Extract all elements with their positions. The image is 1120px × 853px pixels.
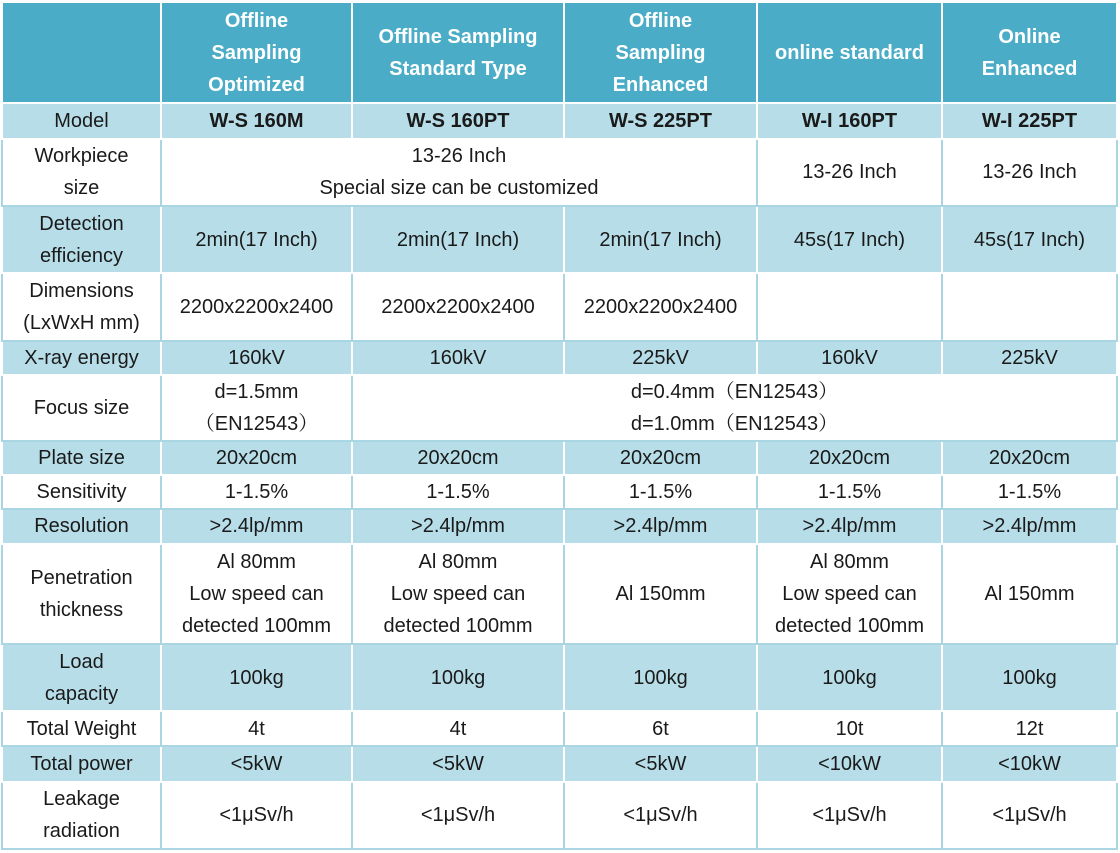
- table-cell: 45s(17 Inch): [942, 206, 1117, 273]
- table-row: [2, 341, 1117, 375]
- table-cell: 13-26 Inch: [757, 139, 942, 206]
- table-cell: 100kg: [942, 644, 1117, 711]
- table-cell: 160kV: [161, 341, 352, 375]
- table-row: [2, 644, 1117, 711]
- table-cell: 2200x2200x2400: [564, 273, 757, 340]
- table-row: [2, 544, 1117, 644]
- table-cell: 160kV: [352, 341, 564, 375]
- row-label: Model: [2, 103, 161, 138]
- table-cell: [757, 273, 942, 340]
- table-cell: Al 80mm Low speed can detected 100mm: [757, 544, 942, 644]
- table-cell: Al 80mm Low speed can detected 100mm: [352, 544, 564, 644]
- table-row: [2, 746, 1117, 781]
- table-cell: 225kV: [942, 341, 1117, 375]
- header-row: [2, 2, 1117, 103]
- table-cell: 45s(17 Inch): [757, 206, 942, 273]
- table-cell: d=1.5mm （EN12543）: [161, 375, 352, 441]
- table-cell: 225kV: [564, 341, 757, 375]
- table-cell: 2200x2200x2400: [352, 273, 564, 340]
- table-row: [2, 375, 1117, 441]
- table-cell: 2min(17 Inch): [564, 206, 757, 273]
- table-cell: 13-26 Inch Special size can be customized: [161, 139, 757, 206]
- table-cell: W-S 225PT: [564, 103, 757, 138]
- table-cell: 6t: [564, 711, 757, 746]
- column-header: online standard: [757, 2, 942, 103]
- table-cell: >2.4lp/mm: [942, 509, 1117, 543]
- table-row: [2, 509, 1117, 543]
- table-cell: >2.4lp/mm: [757, 509, 942, 543]
- table-cell: 10t: [757, 711, 942, 746]
- table-cell: 20x20cm: [161, 441, 352, 475]
- table-cell: <10kW: [942, 746, 1117, 781]
- table-cell: 160kV: [757, 341, 942, 375]
- table-cell: W-S 160PT: [352, 103, 564, 138]
- row-label: X-ray energy: [2, 341, 161, 375]
- table-row: [2, 206, 1117, 273]
- table-cell: 100kg: [564, 644, 757, 711]
- table-cell: [942, 273, 1117, 340]
- table-cell: <10kW: [757, 746, 942, 781]
- table-cell: d=0.4mm（EN12543） d=1.0mm（EN12543）: [352, 375, 1117, 441]
- table-row: [2, 711, 1117, 746]
- table-cell: <5kW: [564, 746, 757, 781]
- table-cell: 20x20cm: [757, 441, 942, 475]
- table-cell: <1μSv/h: [564, 782, 757, 849]
- row-label: Penetration thickness: [2, 544, 161, 644]
- table-cell: 2200x2200x2400: [161, 273, 352, 340]
- table-cell: 1-1.5%: [564, 475, 757, 509]
- table-cell: Al 150mm: [942, 544, 1117, 644]
- table-cell: >2.4lp/mm: [564, 509, 757, 543]
- header-corner: [2, 2, 161, 103]
- table-cell: <5kW: [161, 746, 352, 781]
- row-label: Total power: [2, 746, 161, 781]
- table-cell: >2.4lp/mm: [352, 509, 564, 543]
- table-cell: 1-1.5%: [757, 475, 942, 509]
- table-cell: <1μSv/h: [161, 782, 352, 849]
- spec-table: [1, 1, 1118, 850]
- table-row: [2, 782, 1117, 849]
- table-cell: 100kg: [757, 644, 942, 711]
- table-cell: W-I 225PT: [942, 103, 1117, 138]
- table-cell: <1μSv/h: [757, 782, 942, 849]
- table-cell: 1-1.5%: [942, 475, 1117, 509]
- table-cell: Al 80mm Low speed can detected 100mm: [161, 544, 352, 644]
- table-cell: >2.4lp/mm: [161, 509, 352, 543]
- table-cell: 2min(17 Inch): [352, 206, 564, 273]
- table-cell: 13-26 Inch: [942, 139, 1117, 206]
- row-label: Detection efficiency: [2, 206, 161, 273]
- table-row: [2, 273, 1117, 340]
- table-cell: 4t: [161, 711, 352, 746]
- column-header: Online Enhanced: [942, 2, 1117, 103]
- row-label: Plate size: [2, 441, 161, 475]
- row-label: Sensitivity: [2, 475, 161, 509]
- row-label: Total Weight: [2, 711, 161, 746]
- table-cell: 12t: [942, 711, 1117, 746]
- row-label: Workpiece size: [2, 139, 161, 206]
- row-label: Dimensions (LxWxH mm): [2, 273, 161, 340]
- table-cell: 4t: [352, 711, 564, 746]
- table-cell: <5kW: [352, 746, 564, 781]
- column-header: Offline Sampling Standard Type: [352, 2, 564, 103]
- table-cell: 100kg: [161, 644, 352, 711]
- table-cell: <1μSv/h: [942, 782, 1117, 849]
- table-cell: 100kg: [352, 644, 564, 711]
- table-cell: 1-1.5%: [161, 475, 352, 509]
- column-header: Offline Sampling Optimized: [161, 2, 352, 103]
- table-cell: W-I 160PT: [757, 103, 942, 138]
- table-cell: 1-1.5%: [352, 475, 564, 509]
- table-cell: 20x20cm: [564, 441, 757, 475]
- table-cell: <1μSv/h: [352, 782, 564, 849]
- row-label: Resolution: [2, 509, 161, 543]
- table-row: [2, 139, 1117, 206]
- table-cell: 20x20cm: [352, 441, 564, 475]
- table-row: [2, 475, 1117, 509]
- row-label: Focus size: [2, 375, 161, 441]
- table-cell: 20x20cm: [942, 441, 1117, 475]
- table-row: [2, 441, 1117, 475]
- row-label: Leakage radiation: [2, 782, 161, 849]
- row-label: Load capacity: [2, 644, 161, 711]
- table-cell: Al 150mm: [564, 544, 757, 644]
- table-cell: 2min(17 Inch): [161, 206, 352, 273]
- table-cell: W-S 160M: [161, 103, 352, 138]
- table-row: [2, 103, 1117, 138]
- column-header: Offline Sampling Enhanced: [564, 2, 757, 103]
